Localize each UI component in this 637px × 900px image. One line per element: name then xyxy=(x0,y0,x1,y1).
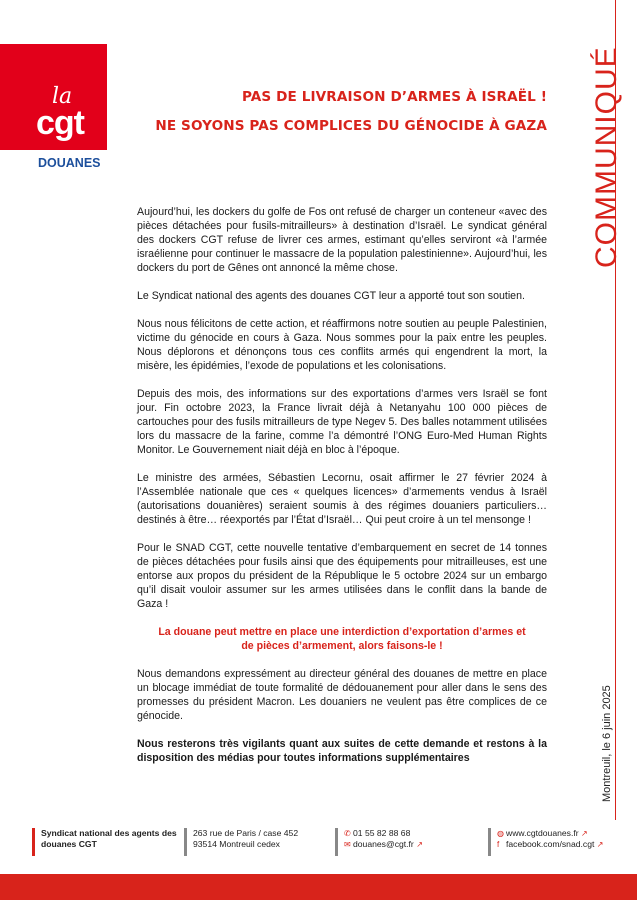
mail-icon: ✉ xyxy=(344,840,351,849)
paragraph: Le ministre des armées, Sébastien Lecornu, osait affirmer le 27 février 2024 à l’Assemblée nationale que ces « quelques licences» d’armements vendus à Israël (autorisations douanières) seraient soumis à des régimes douaniers particuliers… destinés à être… réexportés par l’État d’Israël… Qui peut croire à un tel mensonge ! xyxy=(137,472,547,526)
bottom-red-band xyxy=(0,874,637,900)
footer-contact xyxy=(335,828,423,850)
footer-org-line-1: Syndicat national des agents des xyxy=(41,828,177,838)
side-title: COMMUNIQUÉ xyxy=(590,46,623,268)
globe-icon: ◍ xyxy=(497,829,504,838)
document-body xyxy=(137,205,547,779)
footer-phone[interactable]: 01 55 82 88 68 xyxy=(353,828,411,838)
closing-statement: Nous resterons très vigilants quant aux suites de cette demande et restons à la disposition des médias pour toutes informations supplémentaires xyxy=(137,738,547,764)
external-link-icon: ↗ xyxy=(416,840,423,849)
footer-email[interactable]: douanes@cgt.fr xyxy=(353,839,414,849)
paragraph: Aujourd’hui, les dockers du golfe de Fos ont refusé de charger un conteneur «avec des pièces détachées pour fusils-mitrailleurs» à destination d’Israël. Le syndicat général des dockers CGT refuse de livrer ces armes, estimant qu’elles serviront «à l’armée israélienne pour continuer le massacre de la population palestinienne». Aujourd’hui, les dockers du port de Gênes ont annoncé la même chose. xyxy=(137,206,547,274)
facebook-icon: f xyxy=(497,840,500,849)
paragraph: Pour le SNAD CGT, cette nouvelle tentative d’embarquement en secret de 14 tonnes de pièces détachées pour fusils ainsi que des équipements pour mitrailleuses, est une entorse aux propos du président de la République le 5 octobre 2024 sur un embargo qu’il disait vouloir assumer sur les armes utilisées dans le conflit dans la bande de Gaza ! xyxy=(137,542,547,610)
footer-org xyxy=(32,828,177,850)
highlight-statement xyxy=(137,625,547,653)
paragraph: Depuis des mois, des informations sur des exportations d’armes vers Israël se font jour. Fin octobre 2023, la France livrait déjà à Netanyahu 100 000 pièces de cartouches pour des fusils mitrailleurs de type Negev 5. Des balles notamment utilisées lors du massacre de la farine, comme l’a démontré l’ONG Euro-Med Human Rights Monitor. Le Gouvernement niait déjà en bloc à l’époque. xyxy=(137,388,547,456)
footer-address-line-2: 93514 Montreuil cedex xyxy=(193,839,280,849)
cgt-logo xyxy=(0,44,107,180)
footer-web xyxy=(488,828,603,850)
highlight-line-1: La douane peut mettre en place une interdiction d’exportation d’armes et xyxy=(158,626,526,638)
footer-facebook[interactable]: facebook.com/snad.cgt xyxy=(506,839,595,849)
headline-line-1: PAS DE LIVRAISON D’ARMES À ISRAËL ! xyxy=(241,89,547,105)
paragraph: Nous nous félicitons de cette action, et réaffirmons notre soutien au peuple Palestinien, victime du génocide en cours à Gaza. Nous sommes pour la paix entre les peuples. Nous déplorons et dénonçons tous ces conflits armés qui engendrent la mort, la misère, les épidémies, l’exode de populations et les colonisations. xyxy=(137,318,547,372)
footer-address xyxy=(184,828,298,850)
paragraph: Nous demandons expressément au directeur général des douanes de mettre en place un blocage immédiat de toute formalité de dédouanement pour aller dans le sens des promesses du président Macron. Les douaniers ne veulent pas être complices de ce génocide. xyxy=(137,668,547,722)
external-link-icon: ↗ xyxy=(596,840,604,849)
footer-website[interactable]: www.cgtdouanes.fr xyxy=(506,828,579,838)
logo-subtitle: DOUANES xyxy=(35,156,104,171)
external-link-icon: ↗ xyxy=(581,829,588,838)
logo-cgt: cgt xyxy=(36,104,84,142)
date-line: Montreuil, le 6 juin 2025 xyxy=(601,685,613,802)
paragraph: Le Syndicat national des agents des douanes CGT leur a apporté tout son soutien. xyxy=(137,290,525,302)
footer-org-line-2: douanes CGT xyxy=(41,839,97,849)
headline-line-2: NE SOYONS PAS COMPLICES DU GÉNOCIDE À GAZA xyxy=(155,118,547,134)
footer-address-line-1: 263 rue de Paris / case 452 xyxy=(193,828,299,838)
phone-icon: ✆ xyxy=(344,829,351,838)
logo-la: la xyxy=(52,84,73,109)
footer xyxy=(0,822,637,874)
highlight-line-2: de pièces d’armement, alors faisons-le ! xyxy=(241,640,443,652)
